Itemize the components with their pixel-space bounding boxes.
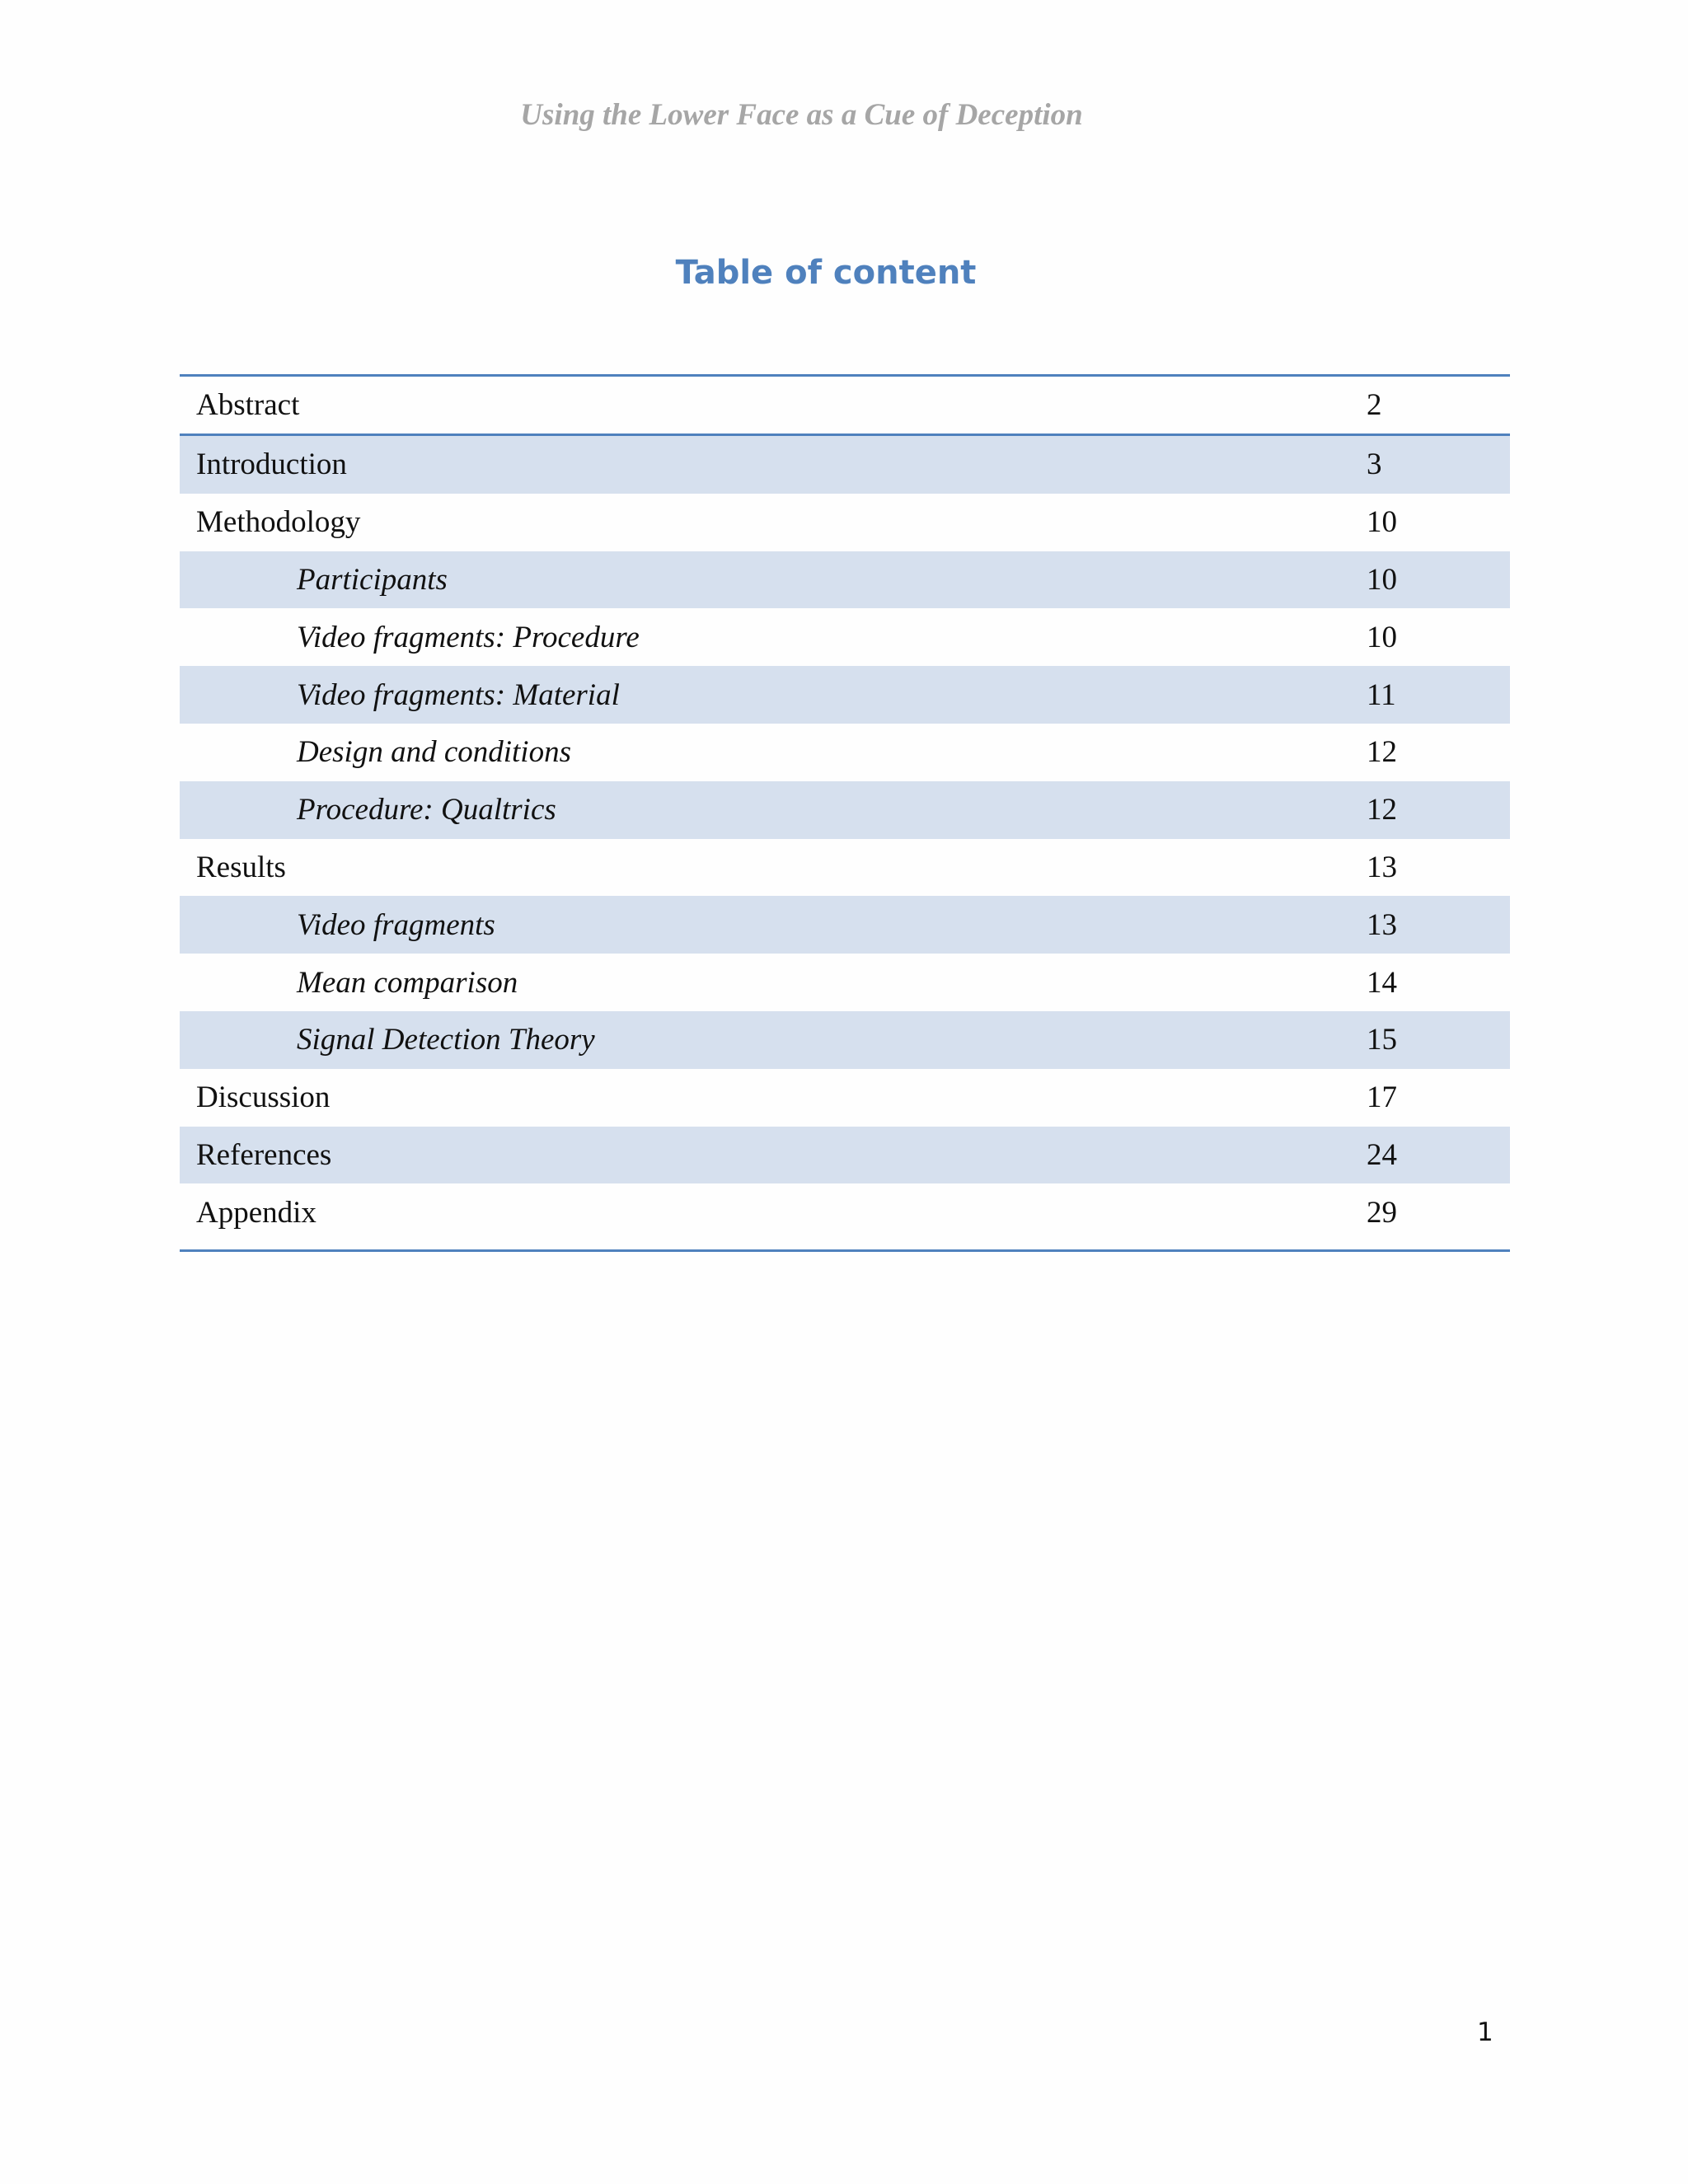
toc-entry-label: Design and conditions xyxy=(297,735,571,770)
toc-entry-abstract xyxy=(180,377,1510,436)
toc-entry-label: Abstract xyxy=(196,388,300,422)
toc-entry-label: Methodology xyxy=(196,505,361,540)
toc-entry-methodology xyxy=(180,494,1510,551)
toc-entry-label: Video fragments: Procedure xyxy=(297,620,640,654)
toc-entry-page: 11 xyxy=(1367,677,1396,712)
toc-entry-page: 10 xyxy=(1367,620,1397,654)
toc-entry-video-fragments-material xyxy=(180,666,1510,724)
toc-entry-page: 13 xyxy=(1367,850,1397,884)
toc-entry-label: Mean comparison xyxy=(297,965,518,1000)
toc-entry-page: 10 xyxy=(1367,505,1397,540)
toc-entry-video-fragments xyxy=(180,896,1510,954)
toc-entry-page: 14 xyxy=(1367,965,1397,1000)
toc-entry-label: Introduction xyxy=(196,448,347,482)
toc-entry-procedure-qualtrics xyxy=(180,781,1510,839)
toc-entry-participants xyxy=(180,551,1510,609)
toc-entry-label: Procedure: Qualtrics xyxy=(297,793,556,827)
toc-entry-label: Discussion xyxy=(196,1080,331,1115)
toc-entry-page: 3 xyxy=(1367,448,1382,482)
toc-entry-label: Video fragments xyxy=(297,907,495,942)
toc-title: Table of content xyxy=(675,254,977,292)
toc-entry-page: 15 xyxy=(1367,1023,1397,1057)
toc-entry-references xyxy=(180,1127,1510,1184)
toc-entry-page: 2 xyxy=(1367,388,1382,422)
toc-entry-page: 10 xyxy=(1367,562,1397,597)
toc-entry-label: Appendix xyxy=(196,1195,316,1230)
toc-entry-label: Participants xyxy=(297,562,448,597)
toc-entry-page: 24 xyxy=(1367,1137,1397,1172)
toc-entry-label: Video fragments: Material xyxy=(297,677,620,712)
toc-entry-design-and-conditions xyxy=(180,724,1510,781)
running-header: Using the Lower Face as a Cue of Deception xyxy=(520,98,1083,132)
toc-entry-page: 17 xyxy=(1367,1080,1397,1115)
toc-entry-results xyxy=(180,839,1510,897)
toc-entry-discussion xyxy=(180,1069,1510,1127)
toc-entry-page: 29 xyxy=(1367,1195,1397,1230)
toc-entry-mean-comparison xyxy=(180,954,1510,1011)
toc-entry-signal-detection-theory xyxy=(180,1011,1510,1069)
page-number: 1 xyxy=(1477,2018,1493,2047)
toc-table xyxy=(180,374,1510,1252)
toc-entry-label: Results xyxy=(196,850,286,884)
toc-entry-video-fragments-procedure xyxy=(180,608,1510,666)
toc-entry-appendix xyxy=(180,1183,1510,1249)
toc-entry-page: 12 xyxy=(1367,793,1397,827)
toc-entry-label: References xyxy=(196,1137,332,1172)
toc-entry-page: 12 xyxy=(1367,735,1397,770)
toc-entry-introduction xyxy=(180,436,1510,494)
toc-entry-page: 13 xyxy=(1367,907,1397,942)
toc-entry-label: Signal Detection Theory xyxy=(297,1023,595,1057)
